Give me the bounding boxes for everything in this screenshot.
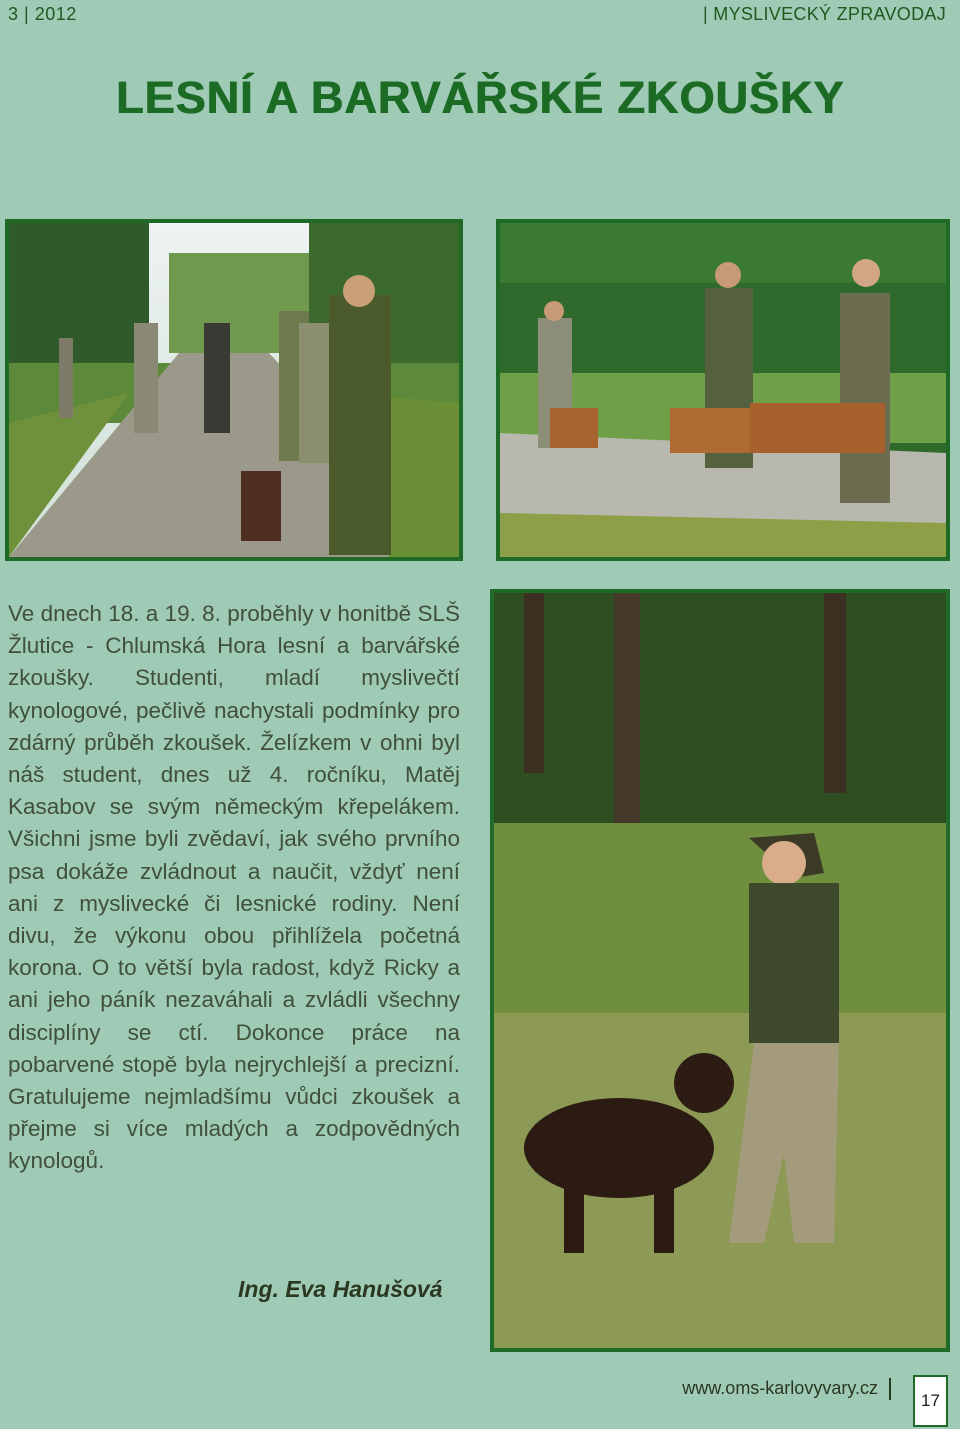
article-author: Ing. Eva Hanušová [238, 1276, 443, 1302]
footer-divider [889, 1378, 891, 1400]
photo-hunters-on-road [5, 219, 463, 561]
photo-handler-with-chocolate-dog [490, 589, 950, 1352]
magazine-name: | MYSLIVECKÝ ZPRAVODAJ [703, 4, 946, 24]
article-title: LESNÍ A BARVÁŘSKÉ ZKOUŠKY [115, 72, 845, 123]
page-number: 17 [913, 1375, 948, 1427]
issue-label: 3 | 2012 [8, 4, 77, 24]
article-body: Ve dnech 18. a 19. 8. proběhly v honitbě SLŠ Žlutice - Chlumská Hora lesní a barvářské zkoušky. Studenti, mladí myslivečtí kynologové, pečlivě nachystali podmínky pro zdárný průběh zkoušek. Želízkem v ohni byl náš student, dnes už 4. ročníku, Matěj Kasabov se svým německým křepelákem. Všichni jsme byli zvědaví, jak svého prvního psa dokáže zvládnout a naučit, vždyť není ani z myslivecké či lesnické rodiny. Není divu, že výkonu obou přihlížela početná korona. O to větší byla radost, když Ricky a ani jeho páník nezaváhali a zvládli všechny disciplíny se ctí. Dokonce práce na pobarvené stopě byla nejrychlejší a precizní. Gratulujeme nejmladšímu vůdci zkoušek a přejme si více mladých a zodpovědných kynologů. [8, 601, 460, 1174]
photo-handlers-with-vizslas [496, 219, 950, 561]
website-link[interactable]: www.oms-karlovyvary.cz [682, 1378, 878, 1398]
